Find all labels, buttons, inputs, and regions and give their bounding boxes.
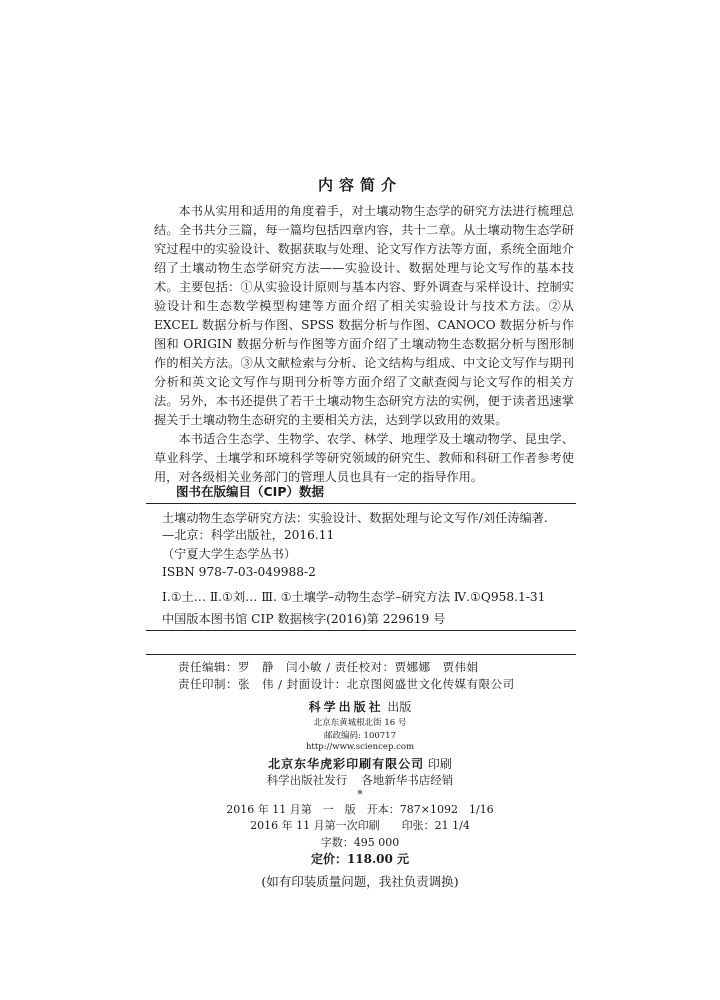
publisher-zip: 邮政编码: 100717 [323,731,396,741]
price: 定价：118.00 元 [310,852,410,866]
production-credits: 责任印制：张 伟 / 封面设计：北京图阅盛世文化传媒有限公司 [178,677,515,691]
abstract-paragraph-2: 本书适合生态学、生物学、农学、林学、地理学及土壤动物学、昆虫学、草业科学、土壤学和环境科学等研究领域的研究生、教师和科研工作者参考使用，对各级相关业务部门的管理人员也具有一定的指导作用。 [154,432,574,484]
page-title: 内容简介 [317,176,402,194]
publisher-suffix: 出版 [387,700,412,714]
cip-series-line: （宁夏大学生态学丛书） [162,547,297,561]
publisher-name: 科学出版社 [308,700,384,714]
divider-top [146,503,576,504]
printer-name: 北京东华虎彩印刷有限公司 [268,757,425,771]
word-count: 字数：495 000 [320,836,400,849]
cip-isbn-line: ISBN 978-7-03-049988-2 [162,565,316,579]
editor-credits: 责任编辑：罗 静 闫小敏 / 责任校对：贾娜娜 贾伟娟 [178,660,479,674]
cip-publisher-line: —北京：科学出版社，2016.11 [162,528,335,542]
publisher-url: http://www.sciencep.com [305,742,415,752]
divider-middle [146,630,576,631]
printer-suffix: 印刷 [427,757,452,771]
publisher-line [0,698,720,715]
cip-heading: 图书在版编目（CIP）数据 [176,484,324,499]
cip-record-number: 中国版本图书馆 CIP 数据核字(2016)第 229619 号 [162,612,446,626]
edition-line: 2016 年 11 月第 一 版 开本：787×1092 1/16 [226,803,494,816]
abstract-paragraph-1: 本书从实用和适用的角度着手，对土壤动物生态学的研究方法进行梳理总结。全书共分三篇，每一篇均包括四章内容，共十二章。从土壤动物生态学研究过程中的实验设计、数据获取与处理、论文写作方法等方面，系统全面地介绍了土壤动物生态学研究方法——实验设计、数据处理与论文写作的基本技术。主要包括：①从实验设计原则与基本内容、野外调查与采样设计、控制实验设计和生态数学模型构建等方面介绍了相关实验设计与技术方法。②从EXCEL 数据分析与作图、SPSS 数据分析与作图、CANOCO 数据分析与作图和 ORIGIN 数据分析与作图等方面介绍了土壤动物生态数据分析与图形制作的相关方法。③从文献检索与分析、论文结构与组成、中文论文写作与期刊分析和英文论文写作与期刊分析等方面介绍了文献查阅与论文写作的相关方法。另外，本书还提供了若干土壤动物生态研究方法的实例，便于读者迅速掌握关于土壤动物生态研究的主要相关方法，达到学以致用的效果。 [154,204,574,427]
distributor: 科学出版社发行 [266,773,348,787]
publisher-address: 北京东黄城根北街 16 号 [313,718,407,728]
quality-note: (如有印装质量问题，我社负责调换) [261,874,459,889]
cip-classification-line: Ⅰ.①土… Ⅱ.①刘… Ⅲ. ①土壤学–动物生态学–研究方法 Ⅳ.①Q958.1-31 [162,590,546,604]
printing-line: 2016 年 11 月第一次印刷 印张：21 1/4 [250,819,470,832]
divider-bottom [146,654,576,655]
cip-title-line: 土壤动物生态学研究方法：实验设计、数据处理与论文写作/刘任涛编著. [162,511,548,525]
retailer: 各地新华书店经销 [361,773,454,787]
separator-star: * [357,788,363,801]
abstract-section [154,202,574,487]
printer-line [0,755,720,772]
distribution-line [0,772,720,788]
